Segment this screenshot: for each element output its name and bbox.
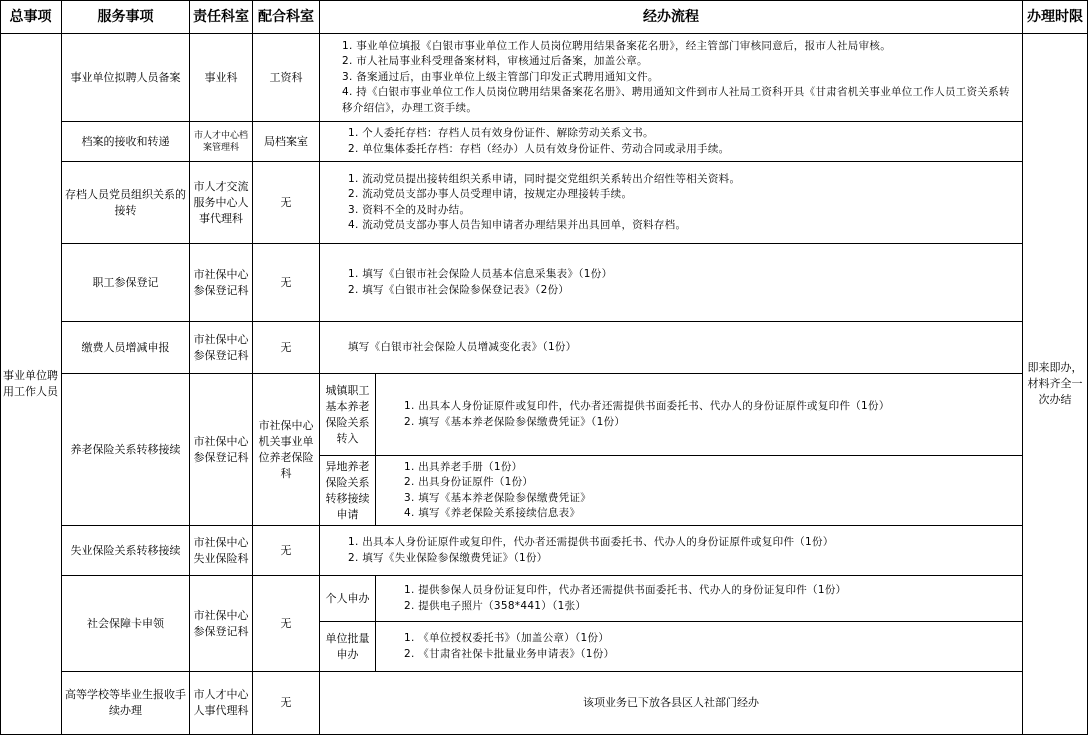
cooperating-r4: 无	[253, 244, 320, 322]
service-r9: 高等学校等毕业生报收手续办理	[62, 672, 190, 735]
time-limit-cell	[1023, 34, 1088, 735]
process-r4	[320, 244, 1023, 322]
step: 4. 持《白银市事业单位工作人员岗位聘用结果备案花名册》、聘用通知文件到市人社局工资科开具《甘肃省机关事业单位工作人员工资关系转移介绍信》，办理工资手续。	[342, 86, 1010, 114]
step: 1. 填写《白银市社会保险人员基本信息采集表》（1份）	[348, 268, 613, 280]
step: 填写《白银市社会保险人员增减变化表》（1份）	[348, 340, 577, 353]
step: 2. 单位集体委托存档：存档（经办）人员有效身份证件、劳动合同或录用手续。	[348, 142, 730, 155]
cooperating-r7: 无	[253, 526, 320, 576]
time-limit-value: 即来即办，材料齐全一次办结	[1027, 361, 1083, 406]
process-r6b	[376, 456, 1023, 526]
cooperating-r6: 市社保中心机关事业单位养老保险科	[253, 374, 320, 526]
sub-label-r6a: 城镇职工基本养老保险关系转入	[320, 374, 376, 456]
step: 2. 填写《白银市社会保险参保登记表》（2份）	[348, 283, 570, 296]
responsible-r3: 市人才交流服务中心人事代理科	[190, 162, 253, 244]
cooperating-r2: 局档案室	[253, 122, 320, 162]
responsible-r2: 市人才中心档案管理科	[190, 122, 253, 162]
responsible-r6: 市社保中心参保登记科	[190, 374, 253, 526]
step: 1. 个人委托存档：存档人员有效身份证件、解除劳动关系文书。	[348, 127, 654, 139]
process-r3	[320, 162, 1023, 244]
header-process: 经办流程	[320, 0, 1023, 34]
cooperating-r9: 无	[253, 672, 320, 735]
step: 1. 出具本人身份证原件或复印件，代办者还需提供书面委托书、代办人的身份证原件或复印件（1份）	[348, 536, 834, 548]
responsible-r1: 事业科	[190, 34, 253, 122]
step: 4. 填写《养老保险关系接续信息表》	[404, 507, 581, 519]
header-time-limit: 办理时限	[1023, 0, 1088, 34]
step: 2. 填写《失业保险参保缴费凭证》（1份）	[348, 551, 548, 564]
process-r5	[320, 322, 1023, 374]
step: 1. 出具养老手册（1份）	[404, 460, 523, 473]
header-cooperating: 配合科室	[253, 0, 320, 34]
responsible-r7: 市社保中心失业保险科	[190, 526, 253, 576]
step: 1. 出具本人身份证原件或复印件，代办者还需提供书面委托书、代办人的身份证原件或复印件（1份）	[404, 400, 890, 412]
step: 4. 流动党员支部办事人员告知申请者办理结果并出具回单，资料存档。	[348, 219, 687, 231]
service-r6: 养老保险关系转移接续	[62, 374, 190, 526]
service-r7: 失业保险关系转移接续	[62, 526, 190, 576]
category-name: 事业单位聘用工作人员	[3, 369, 58, 398]
header-responsible: 责任科室	[190, 0, 253, 34]
step: 2. 提供电子照片（358*441）（1张）	[404, 599, 587, 612]
cooperating-r1: 工资科	[253, 34, 320, 122]
service-r5: 缴费人员增减申报	[62, 322, 190, 374]
service-r8: 社会保障卡申领	[62, 576, 190, 672]
sub-label-r8b: 单位批量申办	[320, 622, 376, 672]
responsible-r9: 市人才中心人事代理科	[190, 672, 253, 735]
step: 2. 《甘肃省社保卡批量业务申请表》（1份）	[404, 647, 615, 660]
process-r7	[320, 526, 1023, 576]
step: 1. 提供参保人员身份证复印件，代办者还需提供书面委托书、代办人的身份证复印件（1份）	[404, 584, 847, 596]
step: 3. 填写《基本养老保险参保缴费凭证》	[404, 491, 592, 504]
process-r8a	[376, 576, 1023, 622]
sub-label-r8a: 个人申办	[320, 576, 376, 622]
cooperating-r5: 无	[253, 322, 320, 374]
service-r3: 存档人员党员组织关系的接转	[62, 162, 190, 244]
step: 2. 市人社局事业科受理备案材料，审核通过后备案，加盖公章。	[342, 55, 648, 68]
step: 2. 出具身份证原件（1份）	[404, 476, 534, 488]
process-r1	[320, 34, 1023, 122]
responsible-r4: 市社保中心参保登记科	[190, 244, 253, 322]
process-r2	[320, 122, 1023, 162]
step: 1. 事业单位填报《白银市事业单位工作人员岗位聘用结果备案花名册》，经主管部门审核同意后，报市人社局审核。	[342, 39, 892, 52]
responsible-r5: 市社保中心参保登记科	[190, 322, 253, 374]
step: 3. 资料不全的及时办结。	[348, 203, 471, 216]
process-r6a	[376, 374, 1023, 456]
step: 2. 填写《基本养老保险参保缴费凭证》（1份）	[404, 415, 626, 428]
service-r4: 职工参保登记	[62, 244, 190, 322]
process-r8b	[376, 622, 1023, 672]
category-cell	[0, 34, 62, 735]
service-r1: 事业单位拟聘人员备案	[62, 34, 190, 122]
process-r9: 该项业务已下放各县区人社部门经办	[320, 672, 1023, 735]
step: 1. 《单位授权委托书》（加盖公章）（1份）	[404, 632, 610, 644]
step: 3. 备案通过后，由事业单位上级主管部门印发正式聘用通知文件。	[342, 70, 659, 83]
header-category: 总事项	[0, 0, 62, 34]
step: 1. 流动党员提出接转组织关系申请，同时提交党组织关系转出介绍性等相关资料。	[348, 172, 741, 185]
cooperating-r8: 无	[253, 576, 320, 672]
responsible-r8: 市社保中心参保登记科	[190, 576, 253, 672]
service-r2: 档案的接收和转递	[62, 122, 190, 162]
cooperating-r3: 无	[253, 162, 320, 244]
header-service: 服务事项	[62, 0, 190, 34]
step: 2. 流动党员支部办事人员受理申请，按规定办理接转手续。	[348, 188, 633, 200]
sub-label-r6b: 异地养老保险关系转移接续申请	[320, 456, 376, 526]
